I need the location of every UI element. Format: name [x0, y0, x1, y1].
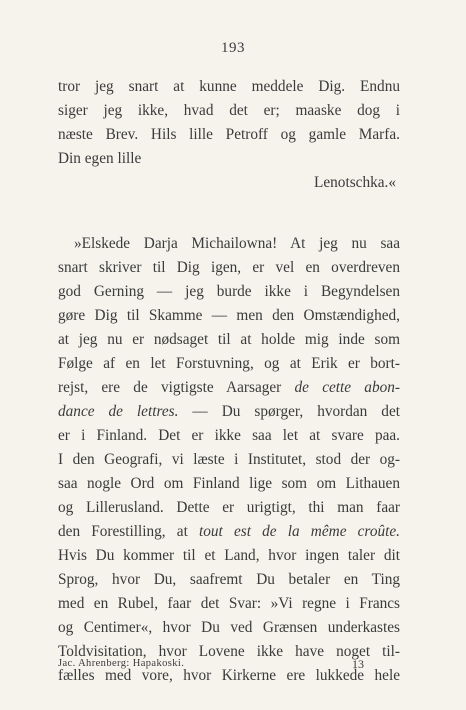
italic-phrase: tout est de la même croûte.: [199, 523, 400, 540]
text-line: tror jeg snart at kunne meddele Dig. Endnu: [58, 78, 400, 95]
text-span: rejst, ere de vigtigste Aarsager: [58, 379, 295, 396]
signature-mark: 13: [352, 657, 364, 671]
text-line: »Elskede Darja Michailowna! At jeg nu saa: [74, 235, 400, 252]
text-line: med en Rubel, faar det Svar: »Vi regne i Francs: [58, 595, 400, 612]
text-span: den Forestilling, at: [58, 523, 199, 540]
text-line: Følge af en let Forstuvning, og at Erik er bort-: [58, 355, 400, 372]
italic-phrase: dance de lettres.: [58, 403, 179, 420]
text-line: [58, 400, 400, 424]
new-letter: [58, 232, 400, 688]
signature: Lenotschka.«: [314, 174, 396, 191]
text-line: Hvis Du kommer til et Land, hvor ingen taler dit: [58, 547, 400, 564]
text-line: og Lillerusland. Dette er urigtigt, thi man faar: [58, 499, 400, 516]
text-line: [58, 376, 400, 400]
text-line: gøre Dig til Skamme — men den Omstændighed,: [58, 307, 400, 324]
text-line: I den Geografi, vi læste i Institutet, stod der og-: [58, 451, 400, 468]
text-line: Din egen lille: [58, 150, 142, 167]
text-line: at jeg nu er nødsaget til at holde mig inde som: [58, 331, 400, 348]
text-line: god Gerning — jeg burde ikke i Begyndelsen: [58, 283, 400, 300]
page-footer: [58, 657, 400, 671]
text-line: fælles med vore, hvor Kirkerne ere lukkede hele: [58, 667, 400, 684]
text-span: — Du spørger, hvordan det: [178, 403, 400, 420]
text-line: næste Brev. Hils lille Petroff og gamle Marfa.: [58, 126, 400, 143]
text-line: er i Finland. Det er ikke saa let at svare paa.: [58, 427, 400, 444]
text-line: saa nogle Ord om Finland lige som om Lithauen: [58, 475, 400, 492]
italic-phrase: de cette abon-: [294, 379, 400, 396]
page-number: 193: [221, 40, 245, 56]
footer-signature: Jac. Ahrenberg: Hapakoski.: [58, 658, 185, 669]
text-line: snart skriver til Dig igen, er vel en overdreven: [58, 259, 400, 276]
letter-ending: [58, 75, 400, 195]
text-line: Sprog, hvor Du, saafremt Du betaler en Ting: [58, 571, 400, 588]
text-line: [58, 520, 400, 544]
text-line: Toldvisitation, hvor Lovene ikke have noget til-: [58, 643, 400, 660]
text-line: siger jeg ikke, hvad det er; maaske dog i: [58, 102, 400, 119]
text-line: og Centimer«, hvor Du ved Grænsen underkastes: [58, 619, 400, 636]
